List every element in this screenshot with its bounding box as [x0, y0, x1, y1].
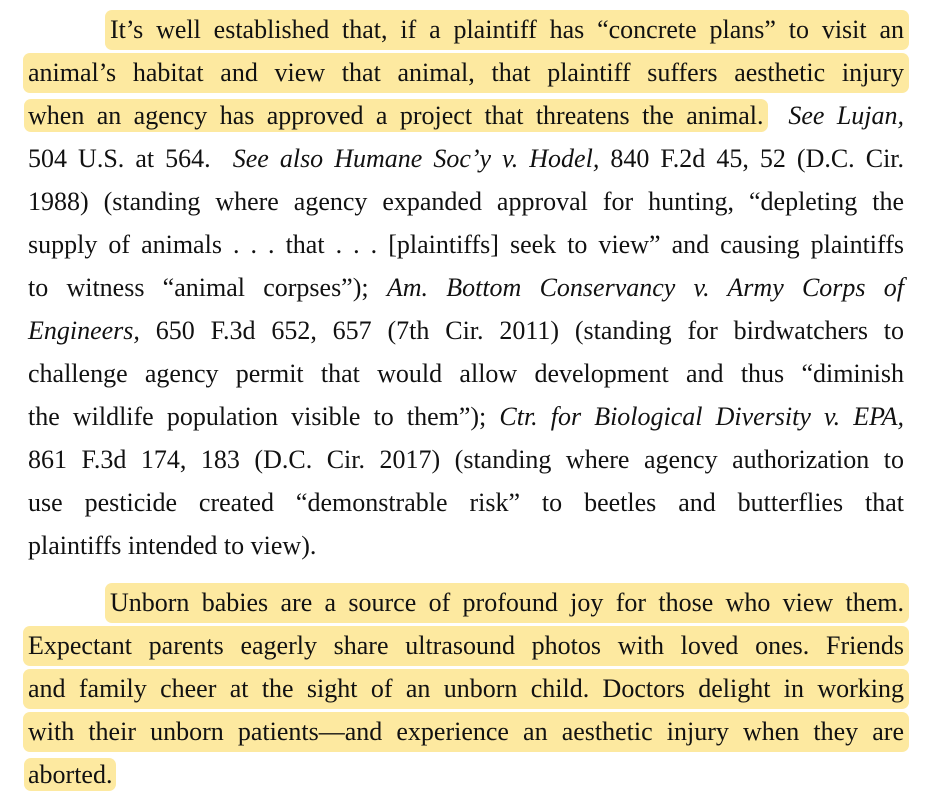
text-run: use pesticide created “demonstrable risk” to beetles and butterflies that — [28, 488, 904, 517]
highlight: aborted. — [24, 758, 116, 791]
p2-line-4 — [28, 712, 904, 752]
p1-line-1 — [110, 10, 904, 50]
highlight: when an agency has approved a project that threatens the animal. — [24, 99, 768, 132]
text-run: 504 U.S. at 564. — [28, 144, 211, 173]
citation-humane: See also Humane Soc’y v. Hodel, — [232, 144, 600, 173]
text-run: supply of animals . . . that . . . [plaintiffs] seek to view” and causing plaintiffs — [28, 230, 904, 259]
citation-engineers: Engineers, — [28, 316, 140, 345]
citation-ctr-bio: Ctr. for Biological Diversity v. EPA, — [499, 402, 905, 431]
highlight: Expectant parents eagerly share ultrasound photos with loved ones. Friends — [23, 626, 909, 666]
citation-am-bottom: Am. Bottom Conservancy v. Army Corps of — [386, 273, 904, 302]
p1-line-4 — [28, 139, 904, 179]
p1-line-5 — [28, 182, 904, 222]
p1-line-2 — [28, 53, 904, 93]
highlight: It’s well established that, if a plaintiff has “concrete plans” to visit an — [105, 10, 909, 50]
text-run: plaintiffs intended to view). — [28, 531, 317, 560]
p1-line-8 — [28, 311, 904, 351]
highlight: Unborn babies are a source of profound joy for those who view them. — [105, 583, 909, 623]
text-run: 861 F.3d 174, 183 (D.C. Cir. 2017) (standing where agency authorization to — [28, 445, 904, 474]
p1-line-7 — [28, 268, 904, 308]
highlight: animal’s habitat and view that animal, that plaintiff suffers aesthetic injury — [23, 53, 909, 93]
p1-line-3 — [28, 96, 904, 136]
p1-line-11 — [28, 440, 904, 480]
citation-lujan: See Lujan, — [788, 101, 904, 130]
p1-line-6 — [28, 225, 904, 265]
highlight: and family cheer at the sight of an unborn child. Doctors delight in working — [23, 669, 909, 709]
highlight: with their unborn patients—and experience an aesthetic injury when they are — [23, 712, 909, 752]
p1-line-9 — [28, 354, 904, 394]
text-run: to witness “animal corpses”); — [28, 273, 369, 302]
p1-line-10 — [28, 397, 904, 437]
p2-line-3 — [28, 669, 904, 709]
text-run: 840 F.2d 45, 52 (D.C. Cir. — [599, 144, 905, 173]
p1-line-12 — [28, 483, 904, 523]
text-run: challenge agency permit that would allow development and thus “diminish — [28, 359, 904, 388]
text-run: 650 F.3d 652, 657 (7th Cir. 2011) (standing for birdwatchers to — [139, 316, 904, 345]
text-run: 1988) (standing where agency expanded approval for hunting, “depleting the — [28, 187, 904, 216]
p2-line-2 — [28, 626, 904, 666]
text-run: the wildlife population visible to them”); — [28, 402, 487, 431]
p2-line-5 — [28, 755, 904, 795]
p2-line-1 — [110, 583, 904, 623]
p1-line-13 — [28, 526, 904, 566]
